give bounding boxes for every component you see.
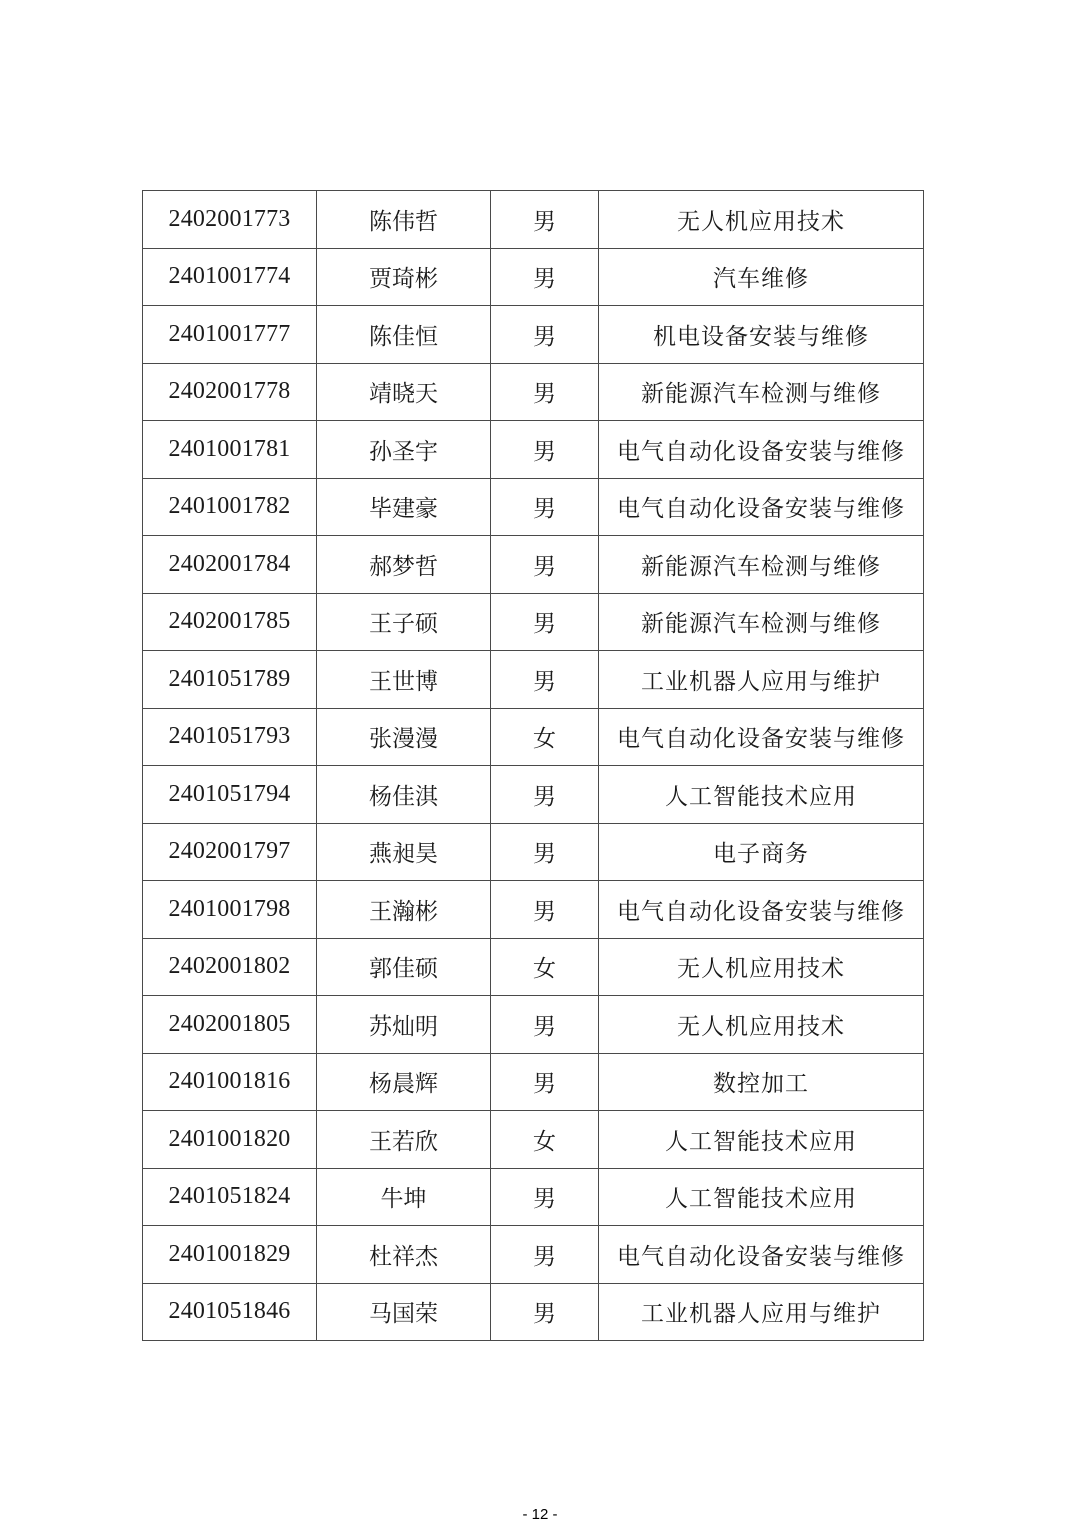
student-gender-cell: 男 — [491, 593, 599, 651]
student-gender-cell: 男 — [491, 996, 599, 1054]
table-row — [143, 1053, 924, 1111]
student-major-cell: 人工智能技术应用 — [599, 1168, 924, 1226]
student-gender-cell: 女 — [491, 1111, 599, 1169]
student-major-cell: 汽车维修 — [599, 248, 924, 306]
student-name-cell: 陈佳恒 — [317, 306, 491, 364]
student-name-cell: 杜祥杰 — [317, 1226, 491, 1284]
table-row — [143, 766, 924, 824]
student-id-cell: 2401001829 — [143, 1226, 317, 1284]
table-row — [143, 823, 924, 881]
student-gender-cell: 男 — [491, 248, 599, 306]
student-name-cell: 王若欣 — [317, 1111, 491, 1169]
student-gender-cell: 男 — [491, 536, 599, 594]
student-major-cell: 数控加工 — [599, 1053, 924, 1111]
student-name-cell: 张漫漫 — [317, 708, 491, 766]
student-gender-cell: 男 — [491, 1053, 599, 1111]
student-id-cell: 2402001773 — [143, 191, 317, 249]
student-gender-cell: 男 — [491, 191, 599, 249]
student-gender-cell: 男 — [491, 478, 599, 536]
student-major-cell: 新能源汽车检测与维修 — [599, 593, 924, 651]
student-name-cell: 杨佳淇 — [317, 766, 491, 824]
student-name-cell: 孙圣宇 — [317, 421, 491, 479]
student-major-cell: 电气自动化设备安装与维修 — [599, 478, 924, 536]
student-name-cell: 贾琦彬 — [317, 248, 491, 306]
student-major-cell: 人工智能技术应用 — [599, 1111, 924, 1169]
table-row — [143, 536, 924, 594]
student-gender-cell: 男 — [491, 823, 599, 881]
student-gender-cell: 男 — [491, 651, 599, 709]
student-gender-cell: 女 — [491, 938, 599, 996]
student-major-cell: 机电设备安装与维修 — [599, 306, 924, 364]
student-name-cell: 郭佳硕 — [317, 938, 491, 996]
student-id-cell: 2401001774 — [143, 248, 317, 306]
table-row — [143, 1168, 924, 1226]
table-row — [143, 593, 924, 651]
student-major-cell: 人工智能技术应用 — [599, 766, 924, 824]
student-id-cell: 2402001784 — [143, 536, 317, 594]
student-id-cell: 2401051794 — [143, 766, 317, 824]
table-row — [143, 248, 924, 306]
student-list-table — [142, 190, 924, 1341]
student-major-cell: 电子商务 — [599, 823, 924, 881]
student-major-cell: 电气自动化设备安装与维修 — [599, 881, 924, 939]
table-row — [143, 996, 924, 1054]
student-major-cell: 工业机器人应用与维护 — [599, 1283, 924, 1341]
table-row — [143, 651, 924, 709]
student-name-cell: 马国荣 — [317, 1283, 491, 1341]
page-number: - 12 - — [522, 1506, 558, 1523]
student-gender-cell: 男 — [491, 1226, 599, 1284]
student-major-cell: 无人机应用技术 — [599, 938, 924, 996]
student-id-cell: 2401051824 — [143, 1168, 317, 1226]
student-gender-cell: 男 — [491, 1283, 599, 1341]
student-id-cell: 2401001798 — [143, 881, 317, 939]
table-row — [143, 708, 924, 766]
student-id-cell: 2402001802 — [143, 938, 317, 996]
student-major-cell: 无人机应用技术 — [599, 996, 924, 1054]
student-name-cell: 苏灿明 — [317, 996, 491, 1054]
student-id-cell: 2401051789 — [143, 651, 317, 709]
student-id-cell: 2402001785 — [143, 593, 317, 651]
table-row — [143, 1226, 924, 1284]
student-id-cell: 2402001797 — [143, 823, 317, 881]
student-gender-cell: 男 — [491, 306, 599, 364]
table-row — [143, 478, 924, 536]
student-gender-cell: 男 — [491, 1168, 599, 1226]
student-major-cell: 电气自动化设备安装与维修 — [599, 421, 924, 479]
student-gender-cell: 男 — [491, 363, 599, 421]
student-id-cell: 2401001781 — [143, 421, 317, 479]
table-row — [143, 191, 924, 249]
table-row — [143, 881, 924, 939]
student-major-cell: 电气自动化设备安装与维修 — [599, 1226, 924, 1284]
student-name-cell: 王子硕 — [317, 593, 491, 651]
table-row — [143, 1111, 924, 1169]
student-major-cell: 工业机器人应用与维护 — [599, 651, 924, 709]
student-gender-cell: 男 — [491, 881, 599, 939]
table-row — [143, 938, 924, 996]
table-body — [143, 191, 924, 1341]
student-id-cell: 2401051846 — [143, 1283, 317, 1341]
student-id-cell: 2401001782 — [143, 478, 317, 536]
student-major-cell: 新能源汽车检测与维修 — [599, 363, 924, 421]
student-name-cell: 靖晓天 — [317, 363, 491, 421]
table-row — [143, 306, 924, 364]
student-gender-cell: 女 — [491, 708, 599, 766]
student-name-cell: 燕昶昊 — [317, 823, 491, 881]
table-row — [143, 1283, 924, 1341]
student-id-cell: 2401001777 — [143, 306, 317, 364]
student-id-cell: 2402001778 — [143, 363, 317, 421]
student-major-cell: 无人机应用技术 — [599, 191, 924, 249]
student-name-cell: 杨晨辉 — [317, 1053, 491, 1111]
student-id-cell: 2402001805 — [143, 996, 317, 1054]
student-name-cell: 郝梦哲 — [317, 536, 491, 594]
student-name-cell: 王世博 — [317, 651, 491, 709]
student-id-cell: 2401001820 — [143, 1111, 317, 1169]
student-major-cell: 新能源汽车检测与维修 — [599, 536, 924, 594]
student-gender-cell: 男 — [491, 766, 599, 824]
student-name-cell: 王瀚彬 — [317, 881, 491, 939]
student-name-cell: 牛坤 — [317, 1168, 491, 1226]
student-name-cell: 陈伟哲 — [317, 191, 491, 249]
table-row — [143, 363, 924, 421]
student-major-cell: 电气自动化设备安装与维修 — [599, 708, 924, 766]
student-gender-cell: 男 — [491, 421, 599, 479]
student-id-cell: 2401001816 — [143, 1053, 317, 1111]
student-id-cell: 2401051793 — [143, 708, 317, 766]
student-name-cell: 毕建豪 — [317, 478, 491, 536]
table-row — [143, 421, 924, 479]
